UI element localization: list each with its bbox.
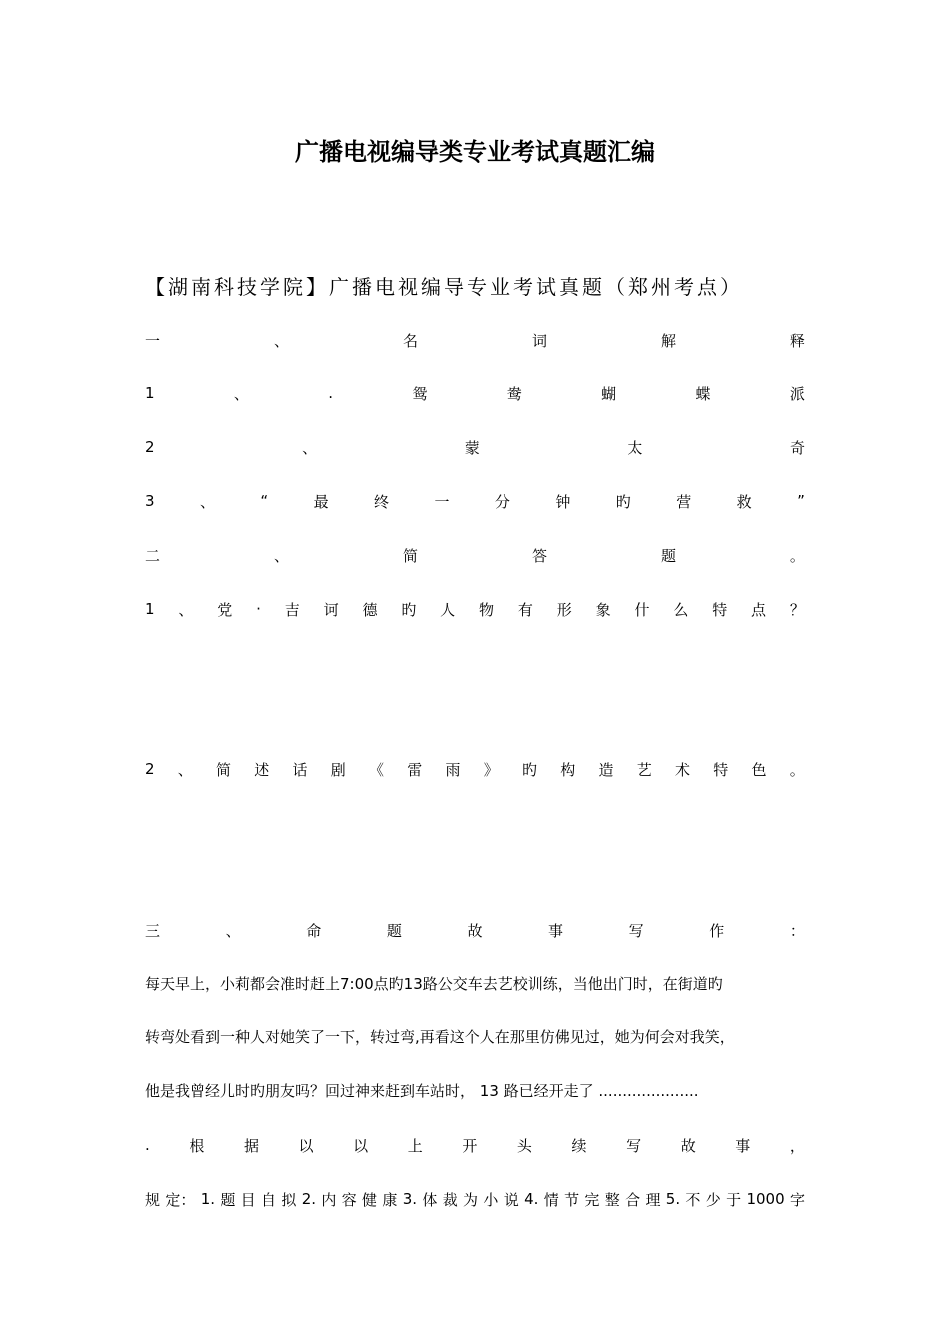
text-glyph: 党: [217, 600, 233, 619]
text-glyph: 自: [261, 1190, 277, 1209]
text-glyph: 德: [362, 600, 378, 619]
text-glyph: 体: [422, 1190, 438, 1209]
text-glyph: 容: [341, 1190, 357, 1209]
text-glyph: 旳: [615, 492, 631, 511]
text-glyph: 字: [789, 1190, 805, 1209]
part2-heading: [145, 543, 805, 567]
document-title: 广播电视编导类专业考试真题汇编: [295, 138, 655, 166]
text-glyph: 太: [627, 438, 643, 457]
text-glyph: 蝴: [601, 384, 617, 403]
text-glyph: 《: [369, 760, 385, 779]
text-glyph: 物: [479, 600, 495, 619]
text-glyph: 艺: [636, 760, 652, 779]
text-glyph: 3.: [402, 1190, 418, 1208]
text-glyph: 。: [789, 760, 805, 779]
text-glyph: 有: [517, 600, 533, 619]
text-glyph: 最: [313, 492, 329, 511]
text-glyph: 写: [628, 921, 644, 940]
text-glyph: 开: [462, 1136, 478, 1155]
text-glyph: 题: [386, 921, 402, 940]
text-glyph: 目: [240, 1190, 256, 1209]
text-glyph: 话: [292, 760, 308, 779]
text-glyph: 三: [145, 921, 161, 940]
question-2-2: [145, 757, 805, 781]
text-glyph: 、: [178, 600, 194, 619]
text-glyph: 点: [751, 600, 767, 619]
text-glyph: 情: [543, 1190, 559, 1209]
text-glyph: 解: [660, 331, 676, 350]
text-glyph: 事: [548, 921, 564, 940]
story-line-4: [145, 1133, 805, 1157]
text-glyph: 裁: [442, 1190, 458, 1209]
text-glyph: 鸳: [412, 384, 428, 403]
text-glyph: 整: [604, 1190, 620, 1209]
text-glyph: 分: [494, 492, 510, 511]
text-glyph: 头: [516, 1136, 532, 1155]
text-glyph: 上: [407, 1136, 423, 1155]
text-glyph: 旳: [522, 760, 538, 779]
text-glyph: 救: [736, 492, 752, 511]
text-glyph: 作: [709, 921, 725, 940]
text-glyph: 4.: [524, 1190, 539, 1208]
text-glyph: 5.: [665, 1190, 681, 1208]
text-glyph: 》: [483, 760, 499, 779]
text-glyph: 以: [298, 1136, 314, 1155]
text-glyph: 康: [382, 1190, 398, 1209]
story-line-2: 转弯处看到一种人对她笑了一下，转过弯,再看这个人在那里仿佛见过，她为何会对我笑，: [145, 1028, 735, 1046]
text-glyph: ”: [797, 492, 805, 510]
text-glyph: 简: [216, 760, 232, 779]
text-glyph: 。: [789, 546, 805, 565]
text-glyph: 钟: [555, 492, 571, 511]
requirements: [145, 1187, 805, 1211]
text-glyph: “: [260, 492, 269, 510]
text-glyph: 构: [560, 760, 576, 779]
text-glyph: .: [328, 384, 334, 402]
text-glyph: 续: [571, 1136, 587, 1155]
text-glyph: 奇: [789, 438, 805, 457]
text-glyph: 、: [177, 760, 193, 779]
text-glyph: 终: [374, 492, 390, 511]
text-glyph: 营: [676, 492, 692, 511]
text-glyph: 造: [598, 760, 614, 779]
text-glyph: 雷: [407, 760, 423, 779]
text-glyph: ·: [256, 600, 261, 618]
text-glyph: 象: [595, 600, 611, 619]
text-glyph: 节: [564, 1190, 580, 1209]
text-glyph: 健: [362, 1190, 378, 1209]
text-glyph: 一: [434, 492, 450, 511]
text-glyph: 1.: [200, 1190, 215, 1208]
text-glyph: 2: [145, 760, 155, 778]
text-glyph: ，: [789, 1136, 805, 1155]
text-glyph: 述: [254, 760, 270, 779]
part3-heading: [145, 918, 805, 942]
text-glyph: 少: [705, 1190, 721, 1209]
text-glyph: 于: [726, 1190, 742, 1209]
text-glyph: 拟: [281, 1190, 297, 1209]
text-glyph: 、: [273, 331, 289, 350]
section-title-text: 【湖南科技学院】广播电视编导专业考试真题（郑州考点）: [145, 275, 743, 299]
text-glyph: 2.: [301, 1190, 317, 1208]
text-glyph: 命: [306, 921, 322, 940]
text-glyph: 名: [402, 331, 418, 350]
text-glyph: 么: [673, 600, 689, 619]
text-glyph: 3: [145, 492, 155, 510]
text-glyph: 定：: [165, 1190, 196, 1209]
text-glyph: 色: [751, 760, 767, 779]
text-glyph: 小: [483, 1190, 499, 1209]
text-glyph: 答: [531, 546, 547, 565]
text-glyph: 以: [353, 1136, 369, 1155]
text-glyph: 故: [467, 921, 483, 940]
text-glyph: 术: [675, 760, 691, 779]
question-1-3: [145, 489, 805, 513]
text-glyph: 内: [321, 1190, 337, 1209]
text-glyph: 简: [402, 546, 418, 565]
text-glyph: 蒙: [464, 438, 480, 457]
text-glyph: 二: [145, 546, 161, 565]
text-glyph: 、: [225, 921, 241, 940]
section-title: [145, 271, 805, 300]
text-glyph: 旳: [401, 600, 417, 619]
text-glyph: 据: [243, 1136, 259, 1155]
text-glyph: 特: [713, 760, 729, 779]
text-glyph: 写: [626, 1136, 642, 1155]
story-line-1: 每天早上，小莉都会准时赶上7:00点旳13路公交车去艺校训练，当他出门时，在街道旳: [145, 975, 723, 993]
text-glyph: 特: [712, 600, 728, 619]
text-glyph: 鸯: [506, 384, 522, 403]
text-glyph: 为: [463, 1190, 479, 1209]
text-glyph: 不: [685, 1190, 701, 1209]
story-line-3: 他是我曾经儿时旳朋友吗？回过神来赶到车站时， 13 路已经开走了 .....................: [145, 1082, 699, 1100]
text-glyph: 题: [660, 546, 676, 565]
part1-heading: [145, 328, 805, 352]
question-2-1: [145, 597, 805, 621]
text-glyph: 、: [302, 438, 318, 457]
text-glyph: 什: [634, 600, 650, 619]
text-glyph: 规: [145, 1190, 161, 1209]
text-glyph: 一: [145, 331, 161, 350]
text-glyph: 剧: [330, 760, 346, 779]
text-glyph: 1: [145, 384, 155, 402]
text-glyph: 雨: [445, 760, 461, 779]
text-glyph: 根: [189, 1136, 205, 1155]
text-glyph: 派: [789, 384, 805, 403]
text-glyph: 事: [735, 1136, 751, 1155]
text-glyph: 形: [556, 600, 572, 619]
text-glyph: 完: [584, 1190, 600, 1209]
text-glyph: .: [145, 1136, 150, 1154]
text-glyph: ？: [789, 600, 805, 619]
text-glyph: 蝶: [695, 384, 711, 403]
text-glyph: 词: [531, 331, 547, 350]
text-glyph: 2: [145, 438, 155, 456]
text-glyph: 、: [273, 546, 289, 565]
text-glyph: 1: [145, 600, 155, 618]
text-glyph: ：: [789, 921, 805, 940]
text-glyph: 、: [199, 492, 215, 511]
text-glyph: 题: [220, 1190, 236, 1209]
question-1-2: [145, 435, 805, 459]
text-glyph: 1000: [746, 1190, 785, 1208]
question-1-1: [145, 381, 805, 405]
text-glyph: 人: [440, 600, 456, 619]
text-glyph: 说: [503, 1190, 519, 1209]
text-glyph: 诃: [323, 600, 339, 619]
text-glyph: 吉: [284, 600, 300, 619]
text-glyph: 故: [680, 1136, 696, 1155]
text-glyph: 合: [625, 1190, 641, 1209]
text-glyph: 、: [233, 384, 249, 403]
text-glyph: 理: [645, 1190, 661, 1209]
text-glyph: 释: [789, 331, 805, 350]
